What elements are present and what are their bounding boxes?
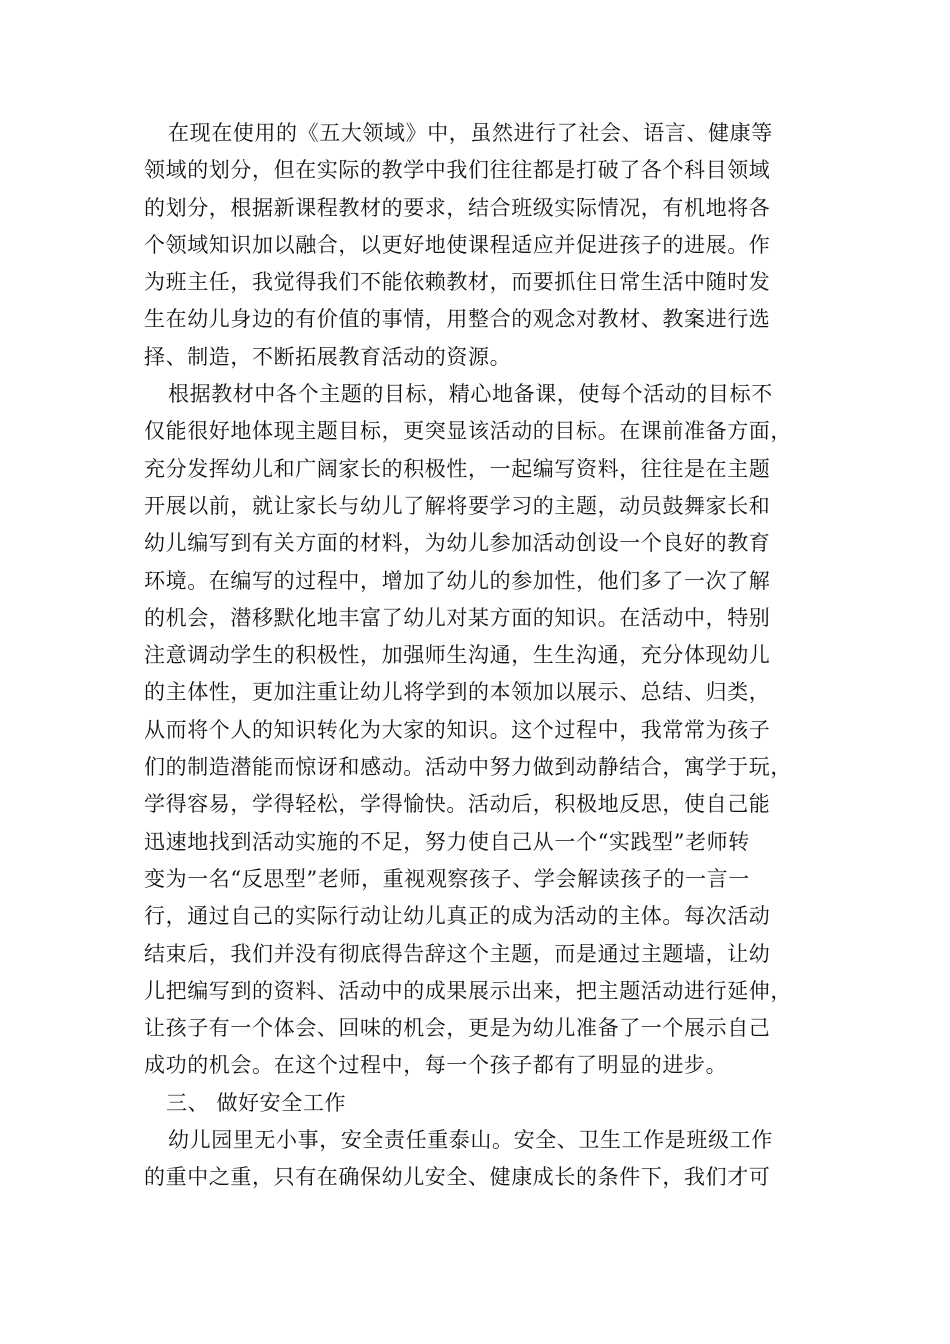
text-line: 的机会，潜移默化地丰富了幼儿对某方面的知识。在活动中，特别: [144, 605, 771, 630]
text-line: 环境。在编写的过程中，增加了幼儿的参加性，他们多了一次了解: [144, 568, 771, 593]
text-line: 们的制造潜能而惊讶和感动。活动中努力做到动静结合，寓学于玩，: [144, 755, 792, 780]
section-heading-text: 三、 做好安全工作: [166, 1090, 347, 1115]
text-line: 幼儿园里无小事，安全责任重泰山。安全、卫生工作是班级工作: [168, 1128, 773, 1153]
text-line: 的划分，根据新课程教材的要求，结合班级实际情况，有机地将各: [144, 195, 771, 220]
text-line: 个领域知识加以融合，以更好地使课程适应并促进孩子的进展。作: [144, 232, 771, 257]
text-line: 让孩子有一个体会、回味的机会，更是为幼儿准备了一个展示自己: [144, 1016, 771, 1041]
text-line: 领域的划分，但在实际的教学中我们往往都是打破了各个科目领域: [144, 158, 771, 183]
text-line: 成功的机会。在这个过程中，每一个孩子都有了明显的进步。: [144, 1053, 728, 1078]
text-line: 从而将个人的知识转化为大家的知识。这个过程中，我常常为孩子: [144, 717, 771, 742]
text-line: 充分发挥幼儿和广阔家长的积极性，一起编写资料，往往是在主题: [144, 456, 771, 481]
text-line: 变为一名“反思型”老师，重视观察孩子、学会解读孩子的一言一: [144, 866, 750, 891]
text-line: 学得容易，学得轻松，学得愉快。活动后，积极地反思，使自己能: [144, 792, 771, 817]
text-line: 根据教材中各个主题的目标，精心地备课，使每个活动的目标不: [168, 382, 773, 407]
text-line: 仅能很好地体现主题目标，更突显该活动的目标。在课前准备方面，: [144, 419, 792, 444]
paragraph-2: [144, 376, 834, 1085]
text-line: 迅速地找到活动实施的不足，努力使自己从一个“实践型”老师转: [144, 829, 750, 854]
text-line: 在现在使用的《五大领域》中，虽然进行了社会、语言、健康等: [168, 121, 773, 145]
text-line: 注意调动学生的积极性，加强师生沟通，生生沟通，充分体现幼儿: [144, 643, 771, 668]
document-body: [144, 115, 834, 1197]
text-line: 的重中之重，只有在确保幼儿安全、健康成长的条件下，我们才可: [144, 1165, 771, 1190]
text-line: 的主体性，更加注重让幼儿将学到的本领加以展示、总结、归类，: [144, 680, 771, 705]
text-line: 结束后，我们并没有彻底得告辞这个主题，而是通过主题墙，让幼: [144, 941, 771, 966]
paragraph-3: [144, 1122, 834, 1197]
section-heading: [144, 1085, 834, 1122]
text-line: 幼儿编写到有关方面的材料，为幼儿参加活动创设一个良好的教育: [144, 531, 771, 556]
paragraph-1: [144, 115, 834, 376]
text-line: 开展以前，就让家长与幼儿了解将要学习的主题，动员鼓舞家长和: [144, 493, 771, 518]
text-line: 生在幼儿身边的有价值的事情，用整合的观念对教材、教案进行选: [144, 307, 771, 332]
text-line: 为班主任，我觉得我们不能依赖教材，而要抓住日常生活中随时发: [144, 270, 771, 295]
text-line: 儿把编写到的资料、活动中的成果展示出来，把主题活动进行延伸，: [144, 978, 792, 1003]
text-line: 行，通过自己的实际行动让幼儿真正的成为活动的主体。每次活动: [144, 904, 771, 929]
text-line: 择、制造，不断拓展教育活动的资源。: [144, 344, 512, 369]
